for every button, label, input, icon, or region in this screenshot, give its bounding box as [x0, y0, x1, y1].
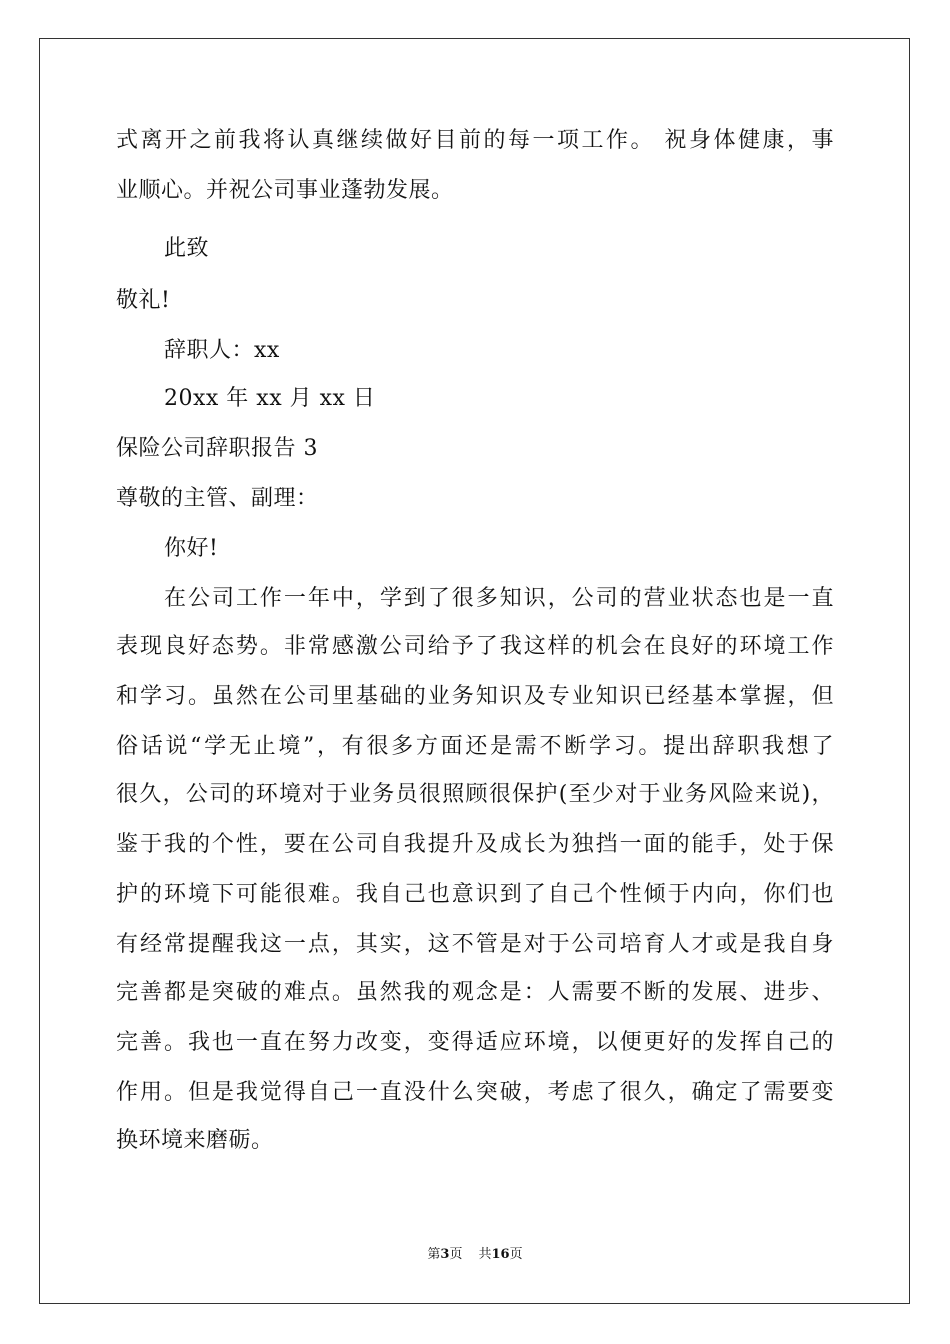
paragraph-line: 在公司工作一年中，学到了很多知识，公司的营业状态也是一直	[164, 586, 834, 611]
letter-recipient: 尊敬的主管、副理：	[116, 486, 319, 511]
total-prefix: 共	[478, 1247, 492, 1262]
greeting: 你好!	[164, 536, 219, 561]
paragraph-line: 业顺心。并祝公司事业蓬勃发展。	[116, 178, 454, 203]
paragraph-line: 俗话说“学无止境”，有很多方面还是需不断学习。提出辞职我想了	[116, 734, 834, 759]
total-suffix: 页	[509, 1247, 523, 1262]
page-number: 3	[440, 1247, 450, 1262]
resigner-name: 辞职人：xx	[164, 338, 280, 363]
letter-date: 20xx 年 xx 月 xx 日	[164, 386, 376, 411]
paragraph-line: 作用。但是我觉得自己一直没什么突破，考虑了很久，确定了需要变	[116, 1080, 834, 1105]
paragraph-line: 完善都是突破的难点。虽然我的观念是：人需要不断的发展、进步、	[116, 980, 834, 1005]
page-border	[39, 38, 910, 1304]
paragraph-line: 鉴于我的个性，要在公司自我提升及成长为独挡一面的能手，处于保	[116, 832, 834, 857]
total-pages: 16	[491, 1247, 510, 1262]
paragraph-line: 护的环境下可能很难。我自己也意识到了自己个性倾于内向，你们也	[116, 882, 834, 907]
paragraph-line: 换环境来磨砺。	[116, 1128, 274, 1153]
paragraph-line: 表现良好态势。非常感激公司给予了我这样的机会在良好的环境工作	[116, 634, 834, 659]
section-title: 保险公司辞职报告 3	[116, 436, 318, 461]
paragraph-line: 式离开之前我将认真继续做好目前的每一项工作。 祝身体健康，事	[116, 128, 834, 153]
paragraph-line: 完善。我也一直在努力改变，变得适应环境，以便更好的发挥自己的	[116, 1030, 834, 1055]
paragraph-line: 有经常提醒我这一点，其实，这不管是对于公司培育人才或是我自身	[116, 932, 834, 957]
closing-salutation: 此致	[164, 236, 210, 261]
paragraph-line: 很久，公司的环境对于业务员很照顾很保护(至少对于业务风险来说)，	[116, 782, 834, 807]
page-suffix: 页	[449, 1247, 463, 1262]
page-prefix: 第	[427, 1247, 441, 1262]
page-footer	[0, 1246, 950, 1264]
closing-respect: 敬礼!	[116, 288, 171, 313]
paragraph-line: 和学习。虽然在公司里基础的业务知识及专业知识已经基本掌握，但	[116, 684, 834, 709]
